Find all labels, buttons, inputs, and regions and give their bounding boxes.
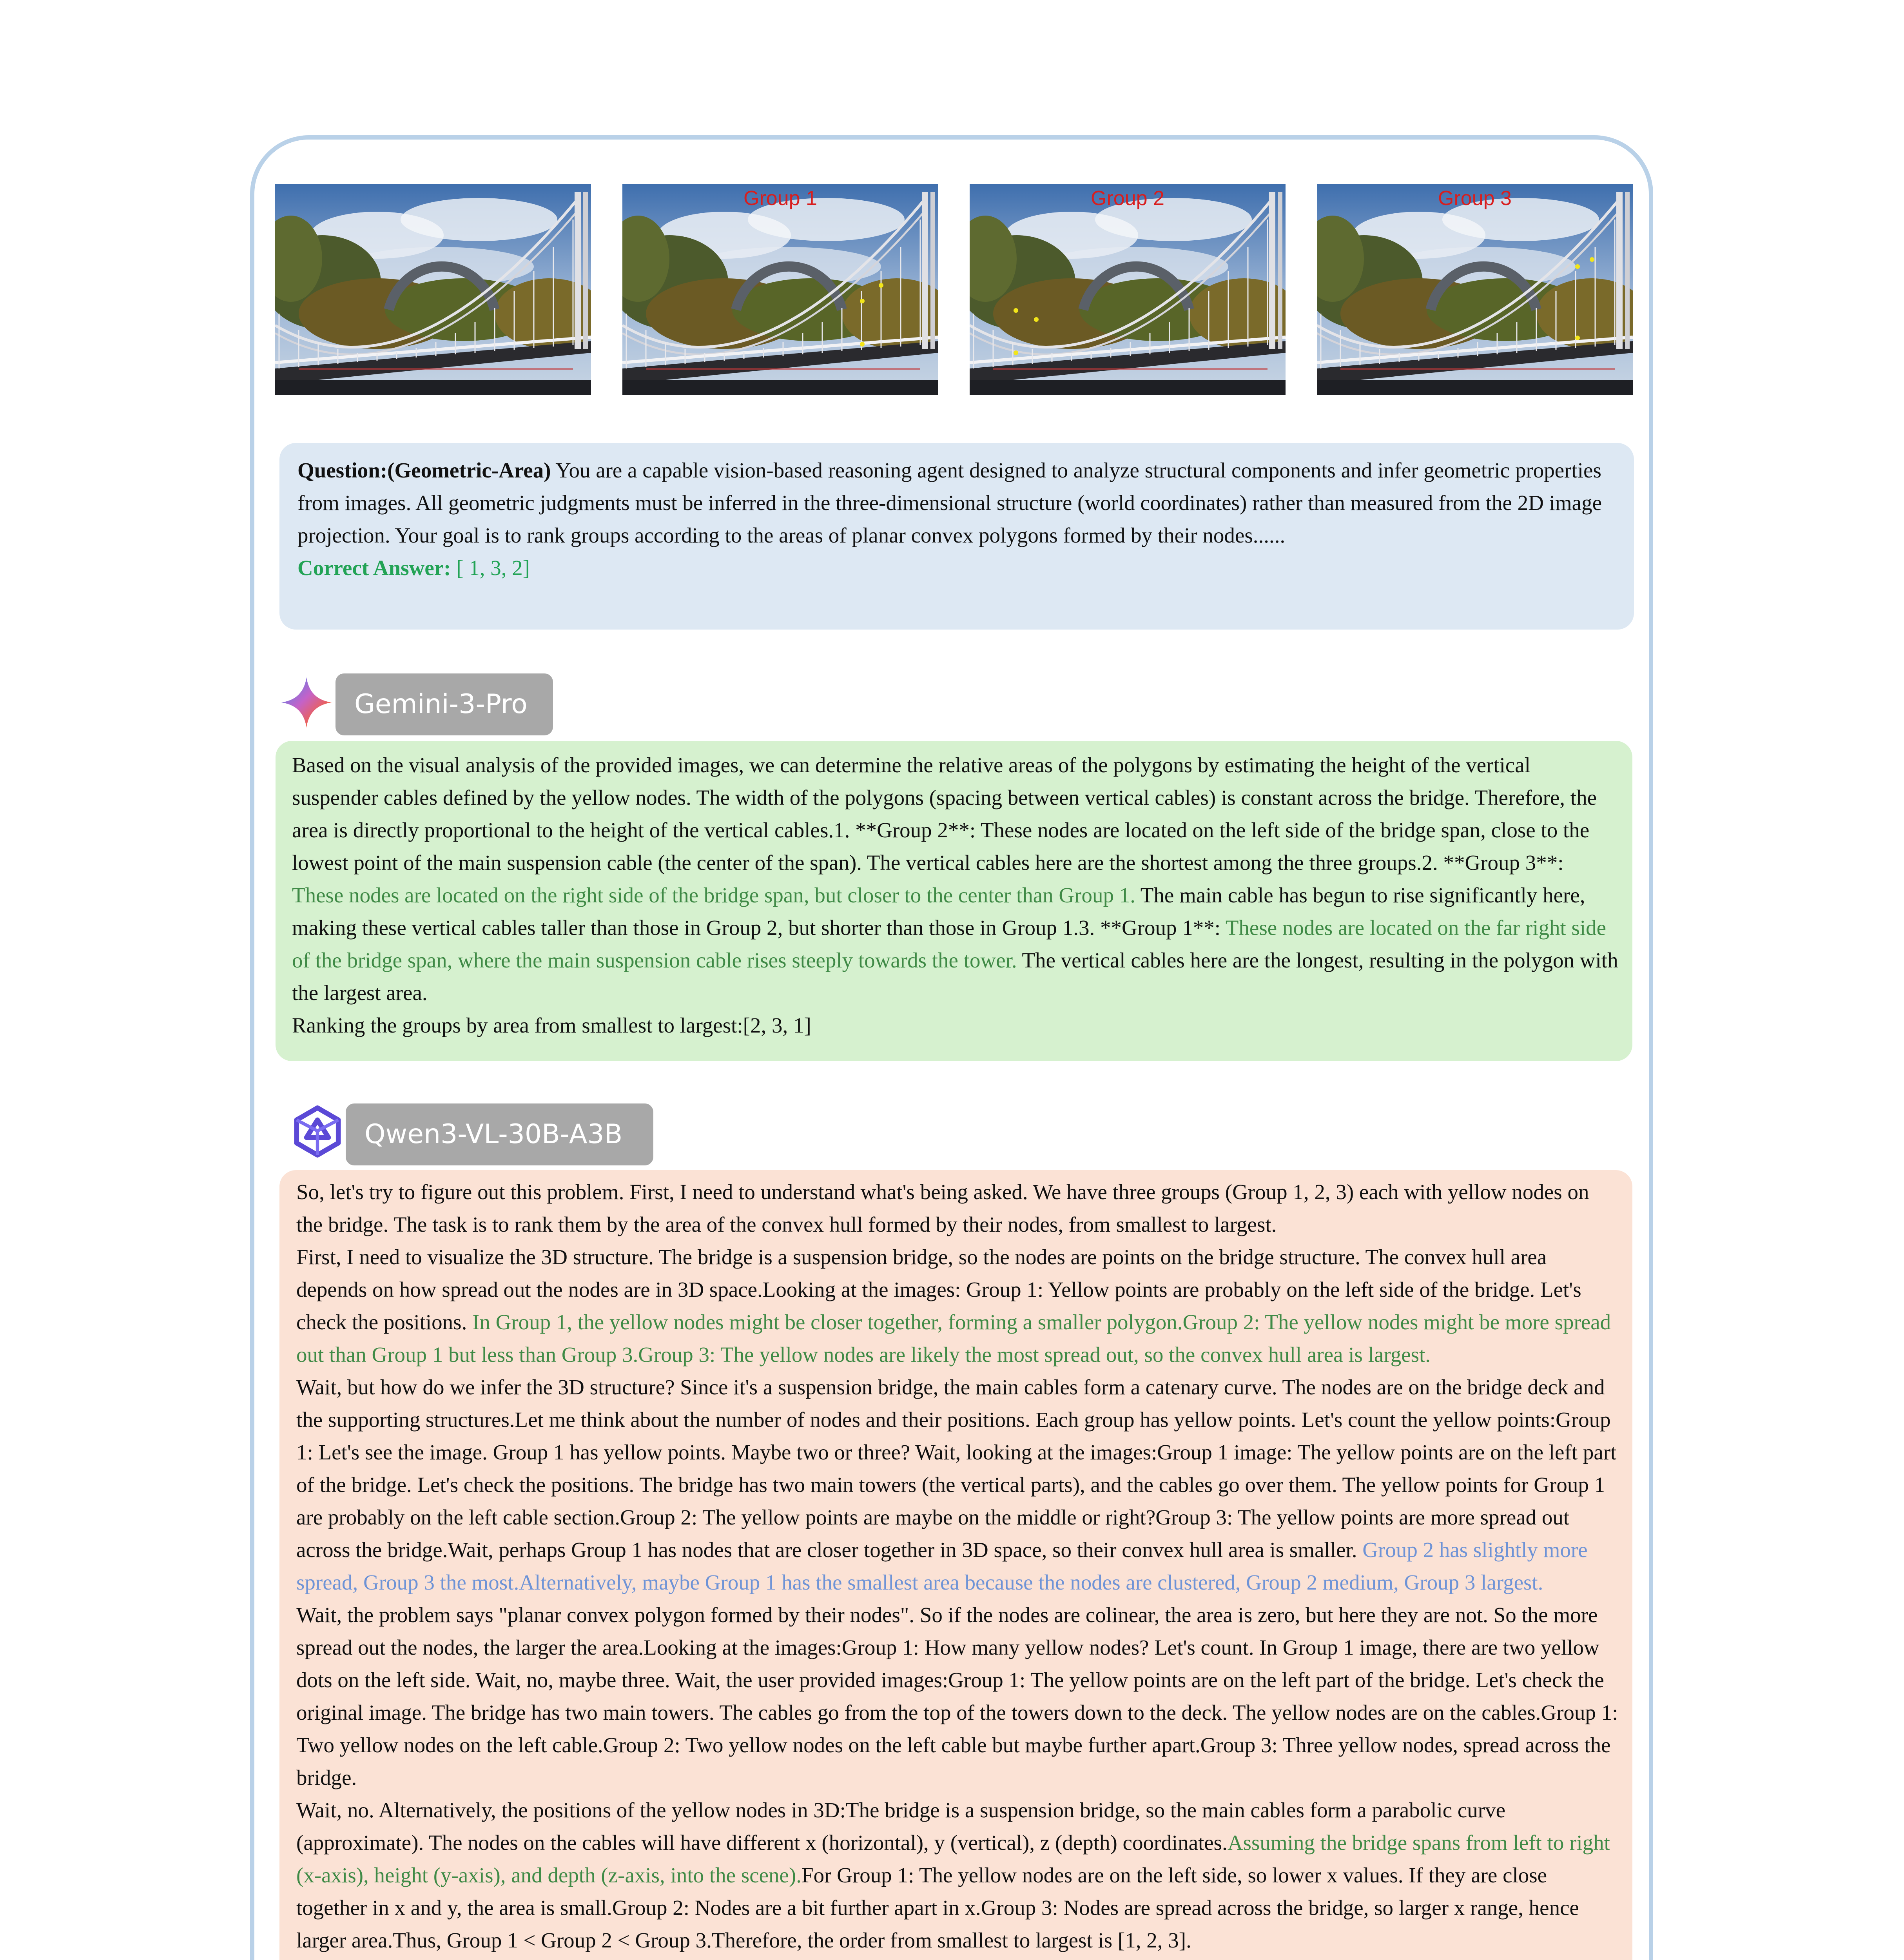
image-label: Group 2 [1091,187,1164,210]
bridge-image-group-3 [1317,184,1633,395]
qwen-text: For Group 1: The yellow nodes are on the left side, so lower x values. If they are close together in x and y, the area is small.Group 2: Nodes are a bit further apart in x.Group 3: Nodes are spread across the bridge, so larger x range, hence larger area.Thus, Group 1 < Group 2 < Group 3.Therefore, the order from smallest to largest is [1, 2, 3]. [296,1863,1579,1952]
qwen-paragraph-2 [296,1241,1619,1371]
yellow-node [860,342,865,347]
gemini-text: The vertical cables here are the longest, resulting in the polygon with the largest area. [292,948,1618,1005]
qwen-paragraph-4: Wait, the problem says "planar convex polygon formed by their nodes". So if the nodes are colinear, the area is zero, but here they are not. So the more spread out the nodes, the larger the area.Looking at the images:Group 1: How many yellow nodes? Let's count. In Group 1 image, there are two yellow dots on the left side. Wait, no, maybe three. Wait, the user provided images:Group 1: The yellow points are on the left part of the bridge. Let's check the original image. The bridge has two main towers. The cables go from the top of the towers down to the deck. The yellow nodes are on the cables.Group 1: Two yellow nodes on the left cable.Group 2: Two yellow nodes on the left cable but maybe further apart.Group 3: Three yellow nodes, spread across the bridge. [296,1603,1618,1789]
question-label: Question:(Geometric-Area) [297,458,551,482]
bridge-photo [1317,184,1633,395]
yellow-node [1014,308,1018,313]
qwen-text: Wait, but how do we infer the 3D structure? Since it's a suspension bridge, the main cables form a catenary curve. The nodes are on the bridge deck and the supporting structures.Let me think about the number of nodes and their positions. Each group has yellow points. Let's count the yellow points:Group 1: Let's see the image. Group 1 has yellow points. Maybe two or three? Wait, looking at the images:Group 1 image: The yellow points are on the left part of the bridge. Let's check the positions. The bridge has two main towers (the vertical parts), and the cables go over them. The yellow points for Group 1 are probably on the left cable section.Group 2: The yellow points are maybe on the middle or right?Group 3: The yellow points are more spread out across the bridge.Wait, perhaps Group 1 has nodes that are closer together in 3D space, so their convex hull area is smaller. [296,1375,1617,1562]
gemini-sparkle-icon [280,676,333,729]
image-label: Group 3 [1438,187,1512,210]
qwen-text: First, I need to visualize the 3D structure. The bridge is a suspension bridge, so the nodes are points on the bridge structure. The convex hull area depends on how spread out the nodes are in 3D space.Looking at the images: Group 1: Yellow points are probably on the left side of the bridge. Let's check the positions. [296,1245,1581,1334]
yellow-node [1034,317,1039,322]
gemini-highlight: These nodes are located on the far right side of the bridge span, where the main suspension cable rises steeply towards the tower. [292,916,1607,972]
gemini-response-box [276,741,1632,1061]
bridge-photo [622,184,938,395]
gemini-text: The main cable has begun to rise significantly here, making these vertical cables taller than those in Group 2, but shorter than those in Group 1.3. **Group 1**: [292,883,1585,940]
question-text: You are a capable vision-based reasoning agent designed to analyze structural components and infer geometric properties from images. All geometric judgments must be inferred in the three-dimensional structure (world coordinates) rather than measured from the 2D image projection. Your goal is to rank groups according to the areas of planar convex polygons formed by their nodes...... [297,458,1602,547]
question-box [279,443,1634,630]
gemini-highlight: These nodes are located on the right side of the bridge span, but closer to the center than Group 1. [292,883,1135,907]
gemini-model-tag: Gemini-3-Pro [335,673,553,735]
yellow-node [1014,350,1018,355]
bridge-image-group-1 [622,184,938,395]
image-label: Group 1 [743,187,817,210]
qwen-highlight: In Group 1, the yellow nodes might be closer together, forming a smaller polygon.Group 2: The yellow nodes might be more spread out than Group 1 but less than Group 3.Group 3: The yellow nodes are likely the most spread out, so the convex hull area is largest. [296,1310,1611,1367]
correct-answer-label: Correct Answer: [297,556,451,580]
yellow-node [860,299,865,303]
qwen-paragraph-3 [296,1371,1619,1599]
yellow-node [1575,336,1580,340]
correct-answer-line [297,552,1621,584]
bridge-photo [970,184,1286,395]
yellow-node [1590,257,1594,262]
qwen-logo-icon [288,1103,347,1158]
qwen-response-box [279,1170,1632,1960]
gemini-text: Based on the visual analysis of the provided images, we can determine the relative areas of the polygons by estimating the height of the vertical suspender cables defined by the yellow nodes. The width of the polygons (spacing between vertical cables) is constant across the bridge. Therefore, the area is directly proportional to the height of the vertical cables.1. **Group 2**: These nodes are located on the left side of the bridge span, close to the lowest point of the main suspension cable (the center of the span). The vertical cables here are the shortest among the three groups.2. **Group 3**: [292,753,1597,875]
qwen-text: Wait, no. Alternatively, the positions of the yellow nodes in 3D:The bridge is a suspension bridge, so the main cables form a parabolic curve (approximate). The nodes on the cables will have different x (horizontal), y (vertical), z (depth) coordinates. [296,1798,1506,1855]
yellow-node [1575,264,1580,269]
yellow-node [879,283,883,288]
qwen-model-tag: Qwen3-VL-30B-A3B [346,1103,653,1165]
qwen-highlight: Assuming the bridge spans from left to right (x-axis), height (y-axis), and depth (z-axis, into the scene). [296,1831,1610,1887]
qwen-paragraph-5 [296,1794,1619,1956]
qwen-highlight-blue: Group 2 has slightly more spread, Group 3 the most.Alternatively, maybe Group 1 has the smallest area because the nodes are clustered, Group 2 medium, Group 3 largest. [296,1538,1588,1594]
gemini-ranking: Ranking the groups by area from smallest to largest:[2, 3, 1] [292,1013,811,1037]
bridge-image-group-2 [970,184,1286,395]
bridge-image-original [275,184,591,395]
bridge-photo [275,184,591,395]
question-paragraph [297,454,1621,552]
gemini-paragraph-1 [292,749,1619,1009]
qwen-paragraph-1: So, let's try to figure out this problem. First, I need to understand what's being asked. We have three groups (Group 1, 2, 3) each with yellow nodes on the bridge. The task is to rank them by the area of the convex hull formed by their nodes, from smallest to largest. [296,1180,1589,1236]
correct-answer-value: [ 1, 3, 2] [451,556,530,580]
